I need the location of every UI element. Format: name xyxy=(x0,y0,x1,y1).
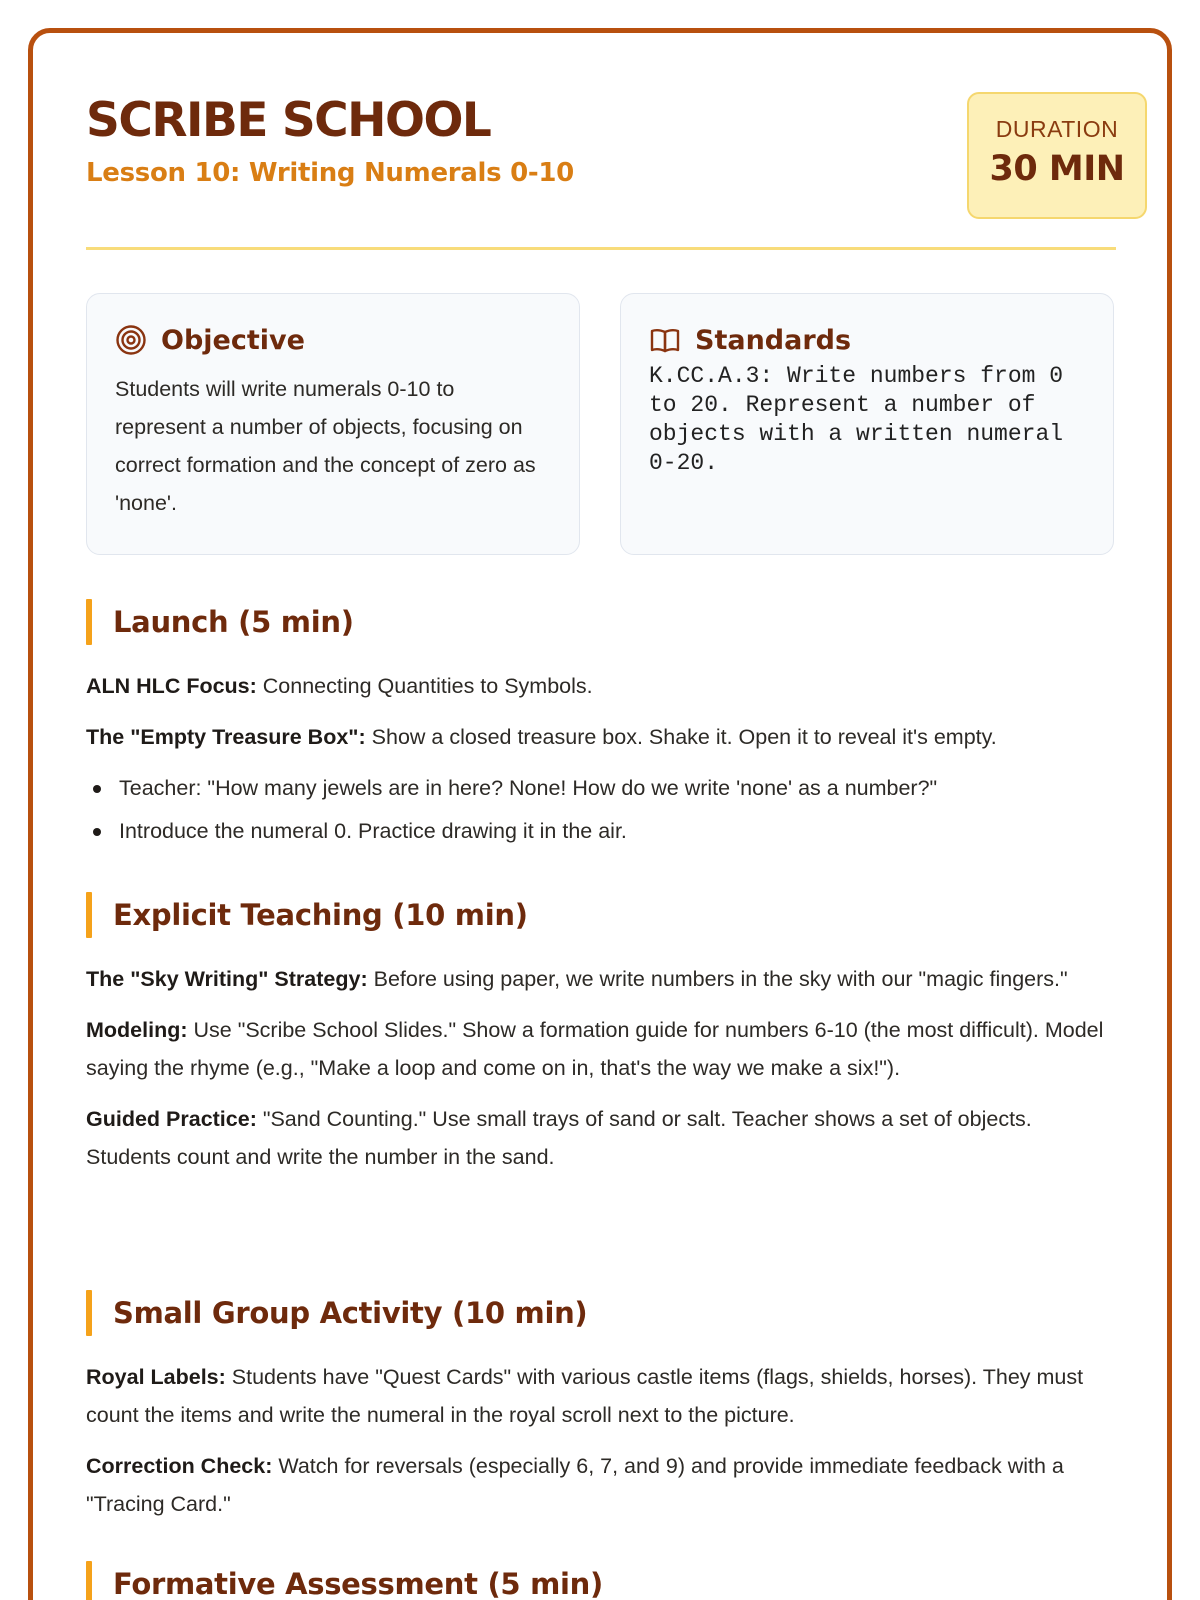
section-accent-bar xyxy=(86,1561,92,1600)
lesson-card xyxy=(28,28,1172,1600)
launch-focus-label: ALN HLC Focus: xyxy=(86,674,257,698)
small-group-section xyxy=(86,1290,1116,1536)
objective-text: Students will write numerals 0-10 to represent a number of objects, focusing on correct formation and the concept of zero as 'none'. xyxy=(115,377,536,515)
list-item: Introduce the numeral 0. Practice drawing it in the air. xyxy=(119,812,1116,850)
model-label: Modeling: xyxy=(86,1018,188,1042)
sky-text: Before using paper, we write numbers in the sky with our "magic fingers." xyxy=(367,967,1068,991)
standards-box xyxy=(620,293,1114,555)
sky-writing xyxy=(86,960,1116,998)
lesson-subtitle: Lesson 10: Writing Numerals 0-10 xyxy=(86,158,574,188)
standards-text: K.CC.A.3: Write numbers from 0 to 20. Represent a number of objects with a written numeral 0-20. xyxy=(649,363,1064,476)
launch-section xyxy=(86,599,1116,855)
objective-title: Objective xyxy=(161,324,305,356)
section-accent-bar xyxy=(86,599,92,645)
check-text: Watch for reversals (especially 6, 7, and 9) and provide immediate feedback with a "Tracing Card." xyxy=(86,1454,1064,1516)
royal-labels xyxy=(86,1358,1116,1434)
launch-box-text: Show a closed treasure box. Shake it. Open it to reveal it's empty. xyxy=(365,725,997,749)
formative-section xyxy=(86,1561,1116,1600)
duration-value: 30 MIN xyxy=(989,149,1125,189)
section-accent-bar xyxy=(86,1290,92,1336)
launch-focus-text: Connecting Quantities to Symbols. xyxy=(256,674,593,698)
formative-heading: Formative Assessment (5 min) xyxy=(113,1567,603,1600)
objective-box xyxy=(86,293,580,555)
launch-bullets xyxy=(86,769,1116,850)
guided-label: Guided Practice: xyxy=(86,1107,257,1131)
book-icon xyxy=(649,324,681,356)
launch-box xyxy=(86,718,1116,756)
royal-label: Royal Labels: xyxy=(86,1365,226,1389)
sky-label: The "Sky Writing" Strategy: xyxy=(86,967,368,991)
explicit-section xyxy=(86,892,1116,1189)
correction-check xyxy=(86,1447,1116,1523)
guided-practice xyxy=(86,1100,1116,1176)
model-text: Use "Scribe School Slides." Show a formation guide for numbers 6-10 (the most difficult). Model saying the rhyme (e.g., "Make a loop and come on in, that's the way we make a six!"). xyxy=(86,1018,1104,1080)
duration-badge xyxy=(967,92,1147,219)
explicit-heading: Explicit Teaching (10 min) xyxy=(113,898,528,932)
launch-box-label: The "Empty Treasure Box": xyxy=(86,725,366,749)
modeling xyxy=(86,1011,1116,1087)
check-label: Correction Check: xyxy=(86,1454,273,1478)
section-accent-bar xyxy=(86,892,92,938)
duration-label: DURATION xyxy=(995,116,1119,142)
list-item: Teacher: "How many jewels are in here? None! How do we write 'none' as a number?" xyxy=(119,769,1116,807)
launch-focus xyxy=(86,667,1116,705)
royal-text: Students have "Quest Cards" with various castle items (flags, shields, horses). They must count the items and write the numeral in the royal scroll next to the picture. xyxy=(86,1365,1084,1427)
target-icon xyxy=(115,324,147,356)
small-group-heading: Small Group Activity (10 min) xyxy=(113,1296,588,1330)
page-title: SCRIBE SCHOOL xyxy=(86,93,491,148)
guided-text: "Sand Counting." Use small trays of sand or salt. Teacher shows a set of objects. Students count and write the number in the sand. xyxy=(86,1107,1032,1169)
header-divider xyxy=(86,247,1116,250)
standards-title: Standards xyxy=(695,324,852,356)
launch-heading: Launch (5 min) xyxy=(113,605,354,639)
